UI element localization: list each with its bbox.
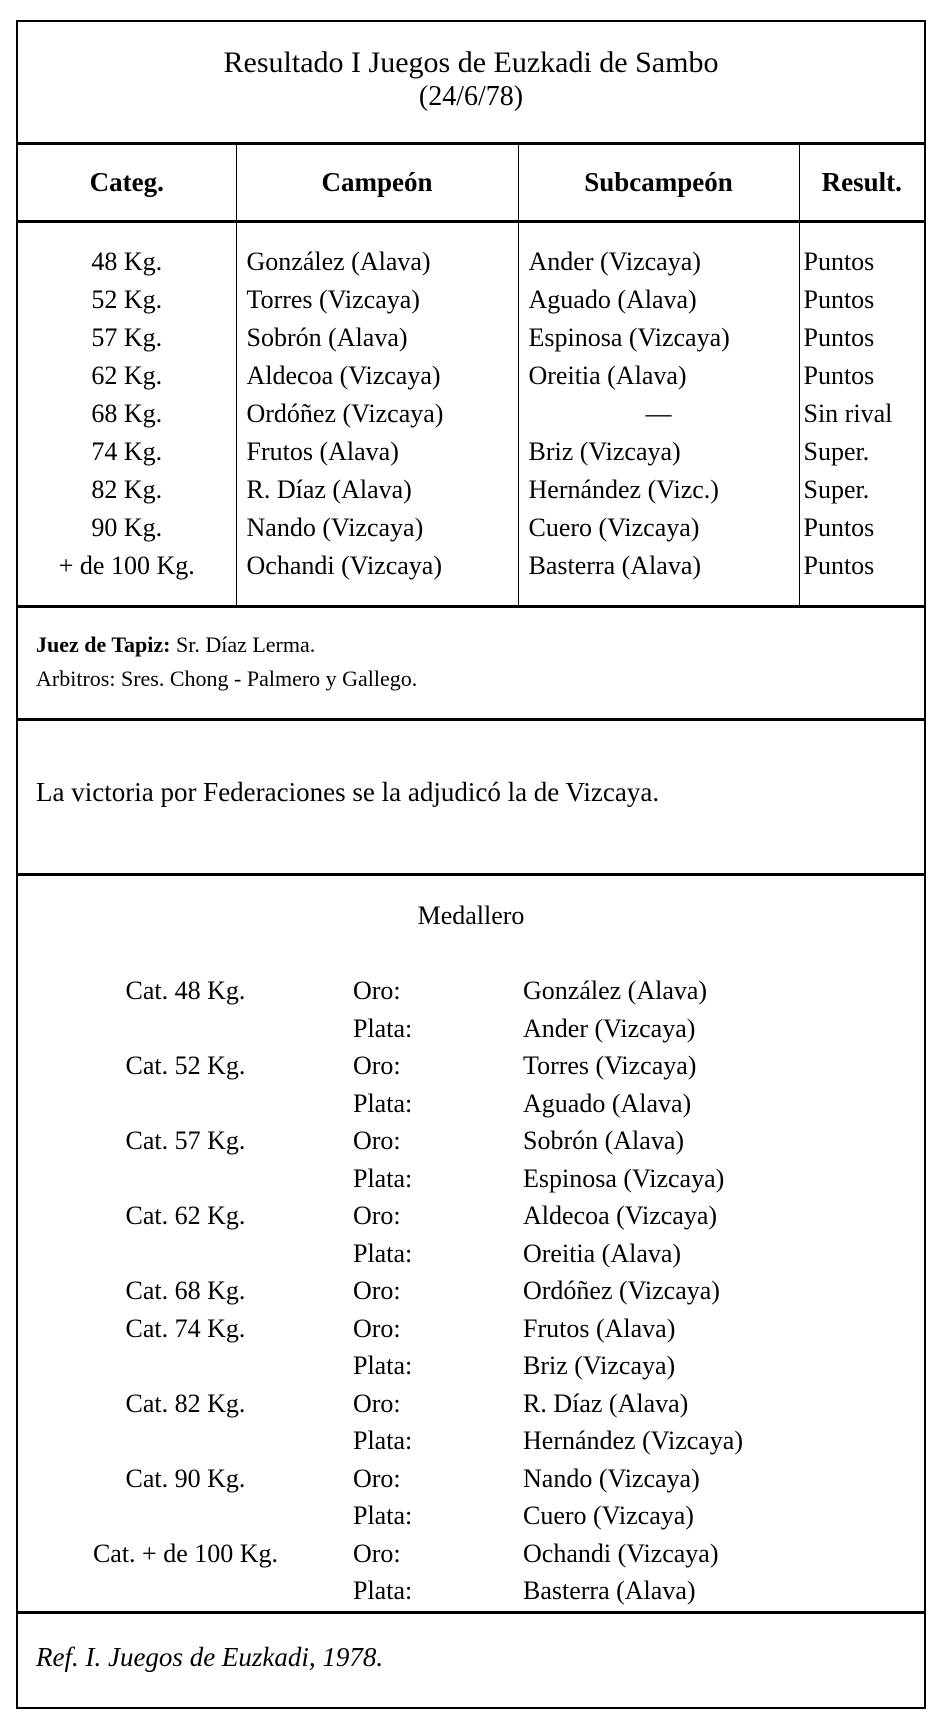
- results-row: [18, 319, 924, 357]
- medal-type: Plata:: [353, 1351, 413, 1380]
- document-title: Resultado I Juegos de Euzkadi de Sambo: [223, 46, 719, 79]
- reference-text: Ref. I. Juegos de Euzkadi, 1978.: [36, 1642, 384, 1672]
- medal-winner: Oreitia (Alava): [523, 1238, 682, 1268]
- results-row: [18, 547, 924, 585]
- medal-winner: Aldecoa (Vizcaya): [523, 1201, 718, 1230]
- results-row: [18, 395, 924, 433]
- category-cell: 68 Kg.: [91, 399, 163, 428]
- result-cell: Super.: [799, 433, 924, 471]
- results-header-row: [18, 145, 924, 222]
- champion-cell: Aldecoa (Vizcaya): [236, 357, 518, 395]
- medal-row: [18, 1010, 924, 1048]
- medal-category: Cat. 68 Kg.: [125, 1276, 246, 1305]
- results-row: [18, 433, 924, 471]
- referees-label: Arbitros:: [36, 666, 116, 691]
- result-cell: Puntos: [799, 357, 924, 395]
- results-row: [18, 281, 924, 319]
- judge-value: Sr. Díaz Lerma.: [175, 632, 316, 657]
- champion-cell: R. Díaz (Alava): [236, 471, 518, 509]
- champion-cell: Nando (Vizcaya): [236, 509, 518, 547]
- medal-winner: Frutos (Alava): [523, 1313, 676, 1343]
- medal-row: [18, 1047, 924, 1085]
- medal-category: Cat. 82 Kg.: [125, 1388, 246, 1418]
- results-table: [18, 145, 924, 605]
- medal-category: Cat. 62 Kg.: [125, 1201, 246, 1230]
- medal-row: [18, 1160, 924, 1198]
- medal-category: Cat. 74 Kg.: [125, 1313, 246, 1343]
- medallero-section: [18, 873, 924, 1611]
- medal-type: Oro:: [353, 1201, 401, 1230]
- medal-row: [18, 1535, 924, 1573]
- champion-cell: González (Alava): [236, 243, 518, 281]
- medal-winner: Sobrón (Alava): [523, 1126, 685, 1155]
- medal-category: Cat. 57 Kg.: [125, 1126, 246, 1155]
- results-row: [18, 471, 924, 509]
- medal-row: [18, 1572, 924, 1610]
- medal-category: Cat. 48 Kg.: [125, 976, 246, 1005]
- medal-type: Plata:: [353, 1013, 413, 1043]
- medal-winner: González (Alava): [523, 976, 708, 1005]
- medal-winner: Cuero (Vizcaya): [523, 1501, 694, 1530]
- reference-section: [18, 1611, 924, 1707]
- medal-winner: Aguado (Alava): [523, 1088, 692, 1118]
- champion-cell: Frutos (Alava): [236, 433, 518, 471]
- judge-label: Juez de Tapiz:: [36, 632, 171, 657]
- medal-row: [18, 1385, 924, 1423]
- medal-row: [18, 1422, 924, 1460]
- results-document: [16, 20, 926, 1709]
- header-runner-up: Subcampeón: [518, 145, 799, 222]
- category-cell: 52 Kg.: [91, 285, 163, 314]
- champion-cell: Ordóñez (Vizcaya): [236, 395, 518, 433]
- medal-winner: Torres (Vizcaya): [523, 1051, 697, 1080]
- medal-winner: Ander (Vizcaya): [523, 1013, 696, 1043]
- medal-type: Plata:: [353, 1501, 413, 1530]
- referees-line: [36, 662, 924, 696]
- medal-category: Cat. 90 Kg.: [125, 1463, 246, 1493]
- results-row: [18, 243, 924, 281]
- result-cell: Puntos: [799, 319, 924, 357]
- medal-type: Oro:: [353, 1276, 401, 1305]
- medal-row: [18, 1497, 924, 1535]
- category-cell: + de 100 Kg.: [58, 551, 195, 580]
- medal-row: [18, 1235, 924, 1273]
- medal-row: [18, 1085, 924, 1123]
- category-cell: 82 Kg.: [91, 475, 163, 504]
- medallero-title: Medallero: [417, 901, 525, 930]
- champion-cell: Sobrón (Alava): [236, 319, 518, 357]
- victory-section: [18, 718, 924, 873]
- medal-row: [18, 972, 924, 1010]
- referees-value: Sres. Chong - Palmero y Gallego.: [120, 666, 418, 691]
- medal-row: [18, 1272, 924, 1310]
- victory-text: La victoria por Federaciones se la adjudicó la de Vizcaya.: [36, 777, 660, 807]
- medal-winner: R. Díaz (Alava): [523, 1388, 689, 1418]
- category-cell: 62 Kg.: [91, 361, 163, 390]
- header-champion: Campeón: [236, 145, 518, 222]
- medal-row: [18, 1197, 924, 1235]
- runner-up-cell: —: [518, 395, 799, 433]
- medal-category: [18, 1347, 353, 1385]
- runner-up-cell: Ander (Vizcaya): [518, 243, 799, 281]
- medal-category: [18, 1497, 353, 1535]
- medal-category: [18, 1010, 353, 1048]
- result-cell: Puntos: [799, 547, 924, 585]
- medal-winner: Hernández (Vizcaya): [523, 1426, 744, 1455]
- runner-up-cell: Cuero (Vizcaya): [518, 509, 799, 547]
- medal-winner: Nando (Vizcaya): [523, 1463, 700, 1493]
- category-cell: 90 Kg.: [91, 513, 163, 542]
- medal-type: Plata:: [353, 1088, 413, 1118]
- medal-category: [18, 1085, 353, 1123]
- runner-up-cell: Espinosa (Vizcaya): [518, 319, 799, 357]
- medal-winner: Ochandi (Vizcaya): [523, 1538, 719, 1568]
- medal-type: Oro:: [353, 1313, 401, 1343]
- medal-row: [18, 1122, 924, 1160]
- medal-type: Oro:: [353, 1463, 401, 1493]
- runner-up-cell: Oreitia (Alava): [518, 357, 799, 395]
- category-cell: 57 Kg.: [91, 323, 163, 352]
- medal-winner: Basterra (Alava): [523, 1576, 696, 1605]
- medal-type: Plata:: [353, 1163, 413, 1193]
- runner-up-cell: Briz (Vizcaya): [518, 433, 799, 471]
- medal-type: Oro:: [353, 1126, 401, 1155]
- medal-row: [18, 1347, 924, 1385]
- medallero-list: [18, 972, 924, 1610]
- medal-type: Plata:: [353, 1426, 413, 1455]
- medal-row: [18, 1460, 924, 1498]
- category-cell: 74 Kg.: [91, 437, 163, 466]
- medal-winner: Espinosa (Vizcaya): [523, 1163, 725, 1193]
- medal-type: Plata:: [353, 1576, 413, 1605]
- runner-up-cell: Basterra (Alava): [518, 547, 799, 585]
- header-result: Result.: [799, 145, 924, 222]
- runner-up-cell: Hernández (Vizc.): [518, 471, 799, 509]
- medal-category: Cat. + de 100 Kg.: [92, 1538, 279, 1568]
- medal-category: [18, 1422, 353, 1460]
- medal-winner: Briz (Vizcaya): [523, 1351, 676, 1380]
- category-cell: 48 Kg.: [91, 247, 163, 276]
- medal-row: [18, 1310, 924, 1348]
- medal-category: Cat. 52 Kg.: [125, 1051, 246, 1080]
- result-cell: Puntos: [799, 281, 924, 319]
- medal-type: Oro:: [353, 1388, 401, 1418]
- medal-type: Oro:: [353, 976, 401, 1005]
- judge-line: [36, 628, 924, 662]
- document-date: (24/6/78): [418, 81, 524, 112]
- medal-type: Oro:: [353, 1051, 401, 1080]
- title-section: [18, 22, 924, 145]
- result-cell: Puntos: [799, 243, 924, 281]
- result-cell: Sin rival: [799, 395, 924, 433]
- result-cell: Puntos: [799, 509, 924, 547]
- medal-category: [18, 1160, 353, 1198]
- medal-type: Plata:: [353, 1238, 413, 1268]
- header-category: Categ.: [18, 145, 236, 222]
- results-row: [18, 357, 924, 395]
- result-cell: Super.: [799, 471, 924, 509]
- runner-up-cell: Aguado (Alava): [518, 281, 799, 319]
- medal-category: [18, 1572, 353, 1610]
- medal-winner: Ordóñez (Vizcaya): [523, 1276, 720, 1305]
- champion-cell: Ochandi (Vizcaya): [236, 547, 518, 585]
- champion-cell: Torres (Vizcaya): [236, 281, 518, 319]
- medal-category: [18, 1235, 353, 1273]
- medal-type: Oro:: [353, 1538, 401, 1568]
- results-row: [18, 509, 924, 547]
- officials-section: [18, 605, 924, 718]
